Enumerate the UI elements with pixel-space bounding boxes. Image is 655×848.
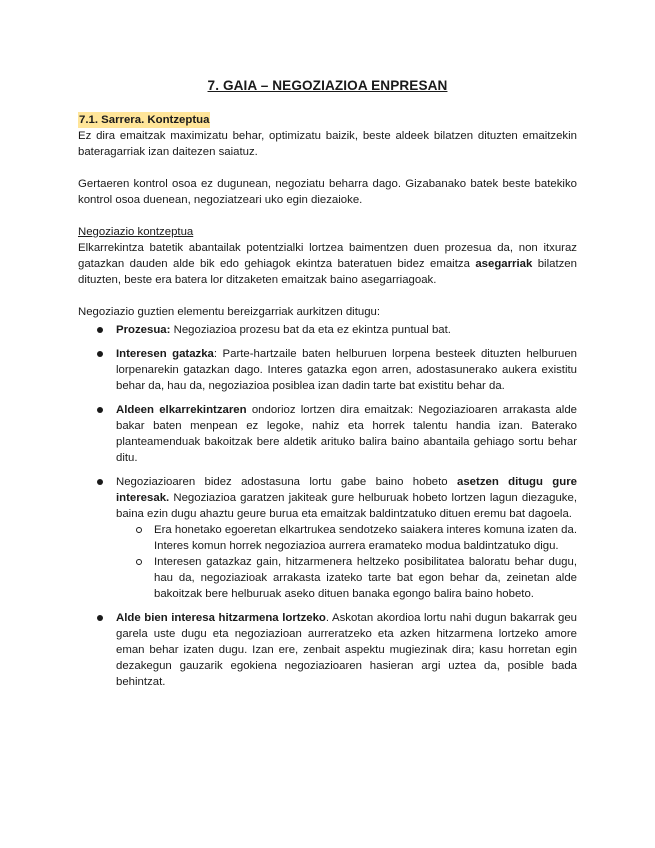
sub-list-item <box>116 522 577 554</box>
bullet-text: ondorioz lortzen dira emaitzak: Negoziazioaren arrakasta alde bakar baten menpean ez legoke, nahiz eta horrek talentu handia izan. Baterako planteamenduak bakoitzak bere aldetik arituko balira baino abantaila gehiago sortu behar ditu. <box>116 404 577 464</box>
sub-item-text: Era honetako egoeretan elkartrukea sendotzeko saiakera interes komuna izaten da. Interes komun horrek negoziazioa aurrera eramateko modua baldintzatuko digu. <box>154 524 577 552</box>
circle-bullet-icon <box>136 559 142 565</box>
bullet-text: : Parte-hartzaile baten helburuen lorpena besteek dituzten helburuen lorpenarekin gatazkan dago. Interes gatazka egon arren, adostasunerako aukera existitu behar da, hau da, negoziazioa posiblea izan dadin tarte bat existitu behar da. <box>116 348 577 392</box>
sub-item-text: Interesen gatazkaz gain, hitzarmenera heltzeko posibilitatea baloratu behar dugu, hau da, negoziazioak arrakasta izateko tarte bat egon behar da, zeinetan alde bakoitzak bere helburuak aseko dituen banaka egongo balira baino hobeto. <box>154 556 577 600</box>
bullet-icon <box>97 407 103 413</box>
concept-paragraph <box>78 240 577 288</box>
list-item <box>78 322 577 338</box>
bullet-text-pre: Negoziazioaren bidez adostasuna lortu gabe baino hobeto <box>116 476 458 488</box>
list-item <box>78 474 577 602</box>
document-body <box>78 112 577 690</box>
bullet-icon <box>97 479 103 485</box>
sub-list-item <box>116 554 577 602</box>
section-heading <box>78 112 577 128</box>
page-title: 7. GAIA – NEGOZIAZIOA ENPRESAN <box>207 78 448 93</box>
concept-text-2: bilatzen dituzten, beste era batera lor ditzaketen emaitzak baino asegarriagoak. <box>78 258 577 286</box>
elements-intro: Negoziazio guztien elementu bereizgarriak aurkitzen ditugu: <box>78 306 381 318</box>
bullet-term: Aldeen elkarrekintzaren <box>116 404 247 416</box>
bullet-term: Prozesua: <box>116 324 171 336</box>
bullet-icon <box>97 615 103 621</box>
list-item <box>78 610 577 690</box>
intro-paragraph-1: Ez dira emaitzak maximizatu behar, optimizatu baizik, beste aldeek bilatzen dituzten emaitzekin bateragarriak izan daitezen saiatuz. <box>78 130 577 158</box>
concept-bold: asegarriak <box>475 258 533 270</box>
bullet-term: asetzen ditugu gure interesak. <box>116 476 577 504</box>
bullet-text: . Askotan akordioa lortu nahi dugun bakarrak geu garela uste dugu eta negoziazioan aurreratzeko eta azken hitzarmena lortzeko amore eman behar izaten dugu. Izan ere, zenbait aspektu mugiezinak dira; kasu horretan egin dezakegun gauzarik egokiena negoziazioaren hasieran argi uztea da, posible bada behintzat. <box>116 612 577 688</box>
list-item <box>78 402 577 466</box>
section-heading-text: 7.1. Sarrera. Kontzeptua <box>79 114 210 126</box>
bullet-term: Alde bien interesa hitzarmena lortzeko <box>116 612 326 624</box>
concept-heading: Negoziazio kontzeptua <box>78 226 194 238</box>
intro-paragraph-2: Gertaeren kontrol osoa ez dugunean, negoziatu beharra dago. Gizabanako batek beste batekiko kontrol osoa duenean, negoziatzeari uko egin diezaioke. <box>78 178 577 206</box>
bullet-text: Negoziazioa garatzen jakiteak gure helburuak hobeto lortzen lagun diezaguke, baina ezin dugu ahaztu geure burua eta emaitzak baldintzatuko dituen eremu bat dagoela. <box>116 492 577 520</box>
circle-bullet-icon <box>136 527 142 533</box>
bullet-icon <box>97 327 103 333</box>
sub-list <box>116 522 577 602</box>
bullet-icon <box>97 351 103 357</box>
bullet-term: Interesen gatazka <box>116 348 214 360</box>
bullet-text: Negoziazioa prozesu bat da eta ez ekintza puntual bat. <box>170 324 451 336</box>
list-item <box>78 346 577 394</box>
elements-list <box>78 322 577 690</box>
concept-text-1: Elkarrekintza batetik abantailak potentzialki lortzea baimentzen duen prozesua da, non itxuraz gatazkan dauden alde bik edo gehiagok ekintza bateratuen bidez emaitza <box>78 242 577 270</box>
